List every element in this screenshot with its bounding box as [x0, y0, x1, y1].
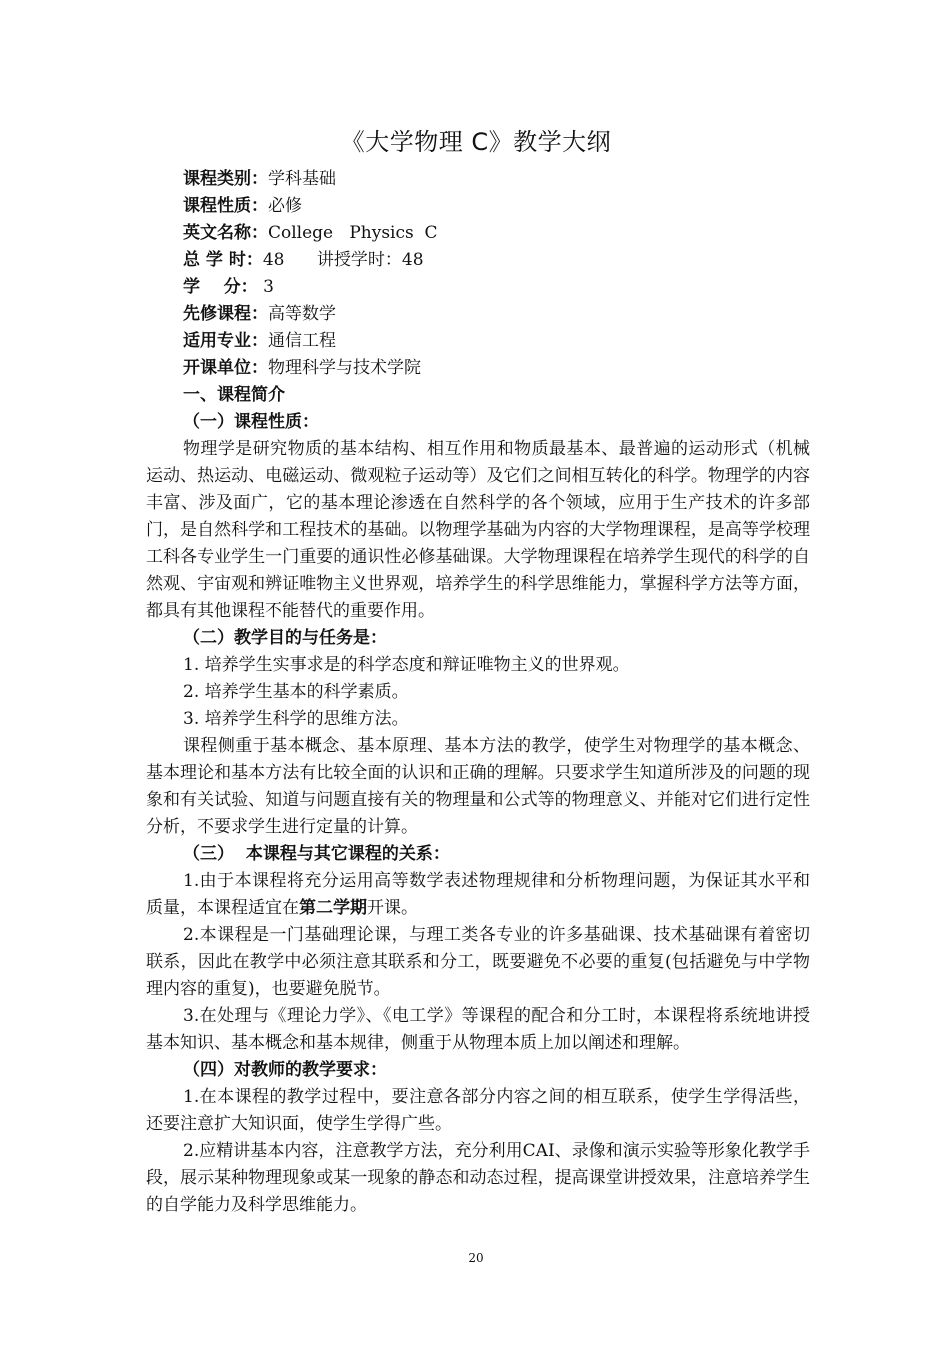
text-run: 1.由于本课程将充分运用高等数学表述物理规律和分析物理问题，为保证其水平和质量，本课程适宜在: [146, 871, 810, 918]
meta-row-department: [183, 355, 438, 382]
paragraph-relations-1: [146, 868, 810, 922]
paragraph-teacher-2: 2.应精讲基本内容，注意教学方法，充分利用CAI、录像和演示实验等形象化教学手段，展示某种物理现象或某一现象的静态和动态过程，提高课堂讲授效果，注意培养学生的自学能力及科学思维能力。: [146, 1141, 810, 1215]
text-run: 开课。: [367, 898, 418, 918]
course-meta: [183, 166, 438, 382]
meta-value: 通信工程: [268, 331, 336, 351]
meta-row-nature: [183, 193, 438, 220]
meta-key: 先修课程：: [183, 304, 268, 324]
paragraph-relations-3: 3.在处理与《理论力学》、《电工学》等课程的配合和分工时，本课程将系统地讲授基本知识、基本概念和基本规律，侧重于从物理本质上加以阐述和理解。: [146, 1006, 810, 1053]
meta-value: 物理科学与技术学院: [268, 358, 421, 378]
list-item: 2. 培养学生基本的科学素质。: [183, 682, 409, 702]
meta-key: 英文名称：: [183, 223, 268, 243]
meta-value: College Physics C: [268, 223, 438, 243]
page-number: 20: [468, 1251, 484, 1265]
subsection-heading-teacher-requirements: （四）对教师的教学要求：: [183, 1060, 387, 1080]
meta-row-prerequisite: [183, 301, 438, 328]
meta-key: 开课单位：: [183, 358, 268, 378]
meta-key: 课程性质：: [183, 196, 268, 216]
paragraph-teacher-1: 1.在本课程的教学过程中，要注意各部分内容之间的相互联系，使学生学得活些，还要注意扩大知识面，使学生学得广些。: [146, 1087, 810, 1134]
meta-key: 适用专业：: [183, 331, 268, 351]
meta-row-hours: [183, 247, 438, 274]
list-item: 3. 培养学生科学的思维方法。: [183, 709, 409, 729]
meta-key: 总 学 时：: [183, 250, 263, 270]
emphasis-term: 第二学期: [299, 898, 367, 918]
meta-row-credits: [183, 274, 438, 301]
meta-value: 48 讲授学时：48: [262, 250, 424, 270]
list-item: 1. 培养学生实事求是的科学态度和辩证唯物主义的世界观。: [183, 655, 630, 675]
meta-value: 必修: [268, 196, 302, 216]
paragraph-relations-2: 2.本课程是一门基础理论课，与理工类各专业的许多基础课、技术基础课有着密切联系，因此在教学中必须注意其联系和分工，既要避免不必要的重复(包括避免与中学物理内容的重复)，也要避免脱节。: [146, 925, 810, 999]
meta-value: 高等数学: [268, 304, 336, 324]
meta-row-major: [183, 328, 438, 355]
meta-row-english-name: [183, 220, 438, 247]
subsection-heading-nature: （一）课程性质：: [183, 412, 319, 432]
meta-value: 学科基础: [268, 169, 336, 189]
meta-row-category: [183, 166, 438, 193]
meta-key: 学 分：: [183, 277, 258, 297]
meta-key: 课程类别：: [183, 169, 268, 189]
section-heading-intro: 一、课程简介: [183, 385, 285, 405]
meta-value: 3: [257, 277, 274, 297]
paragraph-nature: 物理学是研究物质的基本结构、相互作用和物质最基本、最普遍的运动形式（机械运动、热运动、电磁运动、微观粒子运动等）及它们之间相互转化的科学。物理学的内容丰富、涉及面广，它的基本理论渗透在自然科学的各个领域，应用于生产技术的许多部门，是自然科学和工程技术的基础。以物理学基础为内容的大学物理课程，是高等学校理工科各专业学生一门重要的通识性必修基础课。大学物理课程在培养学生现代的科学的自然观、宇宙观和辨证唯物主义世界观，培养学生的科学思维能力，掌握科学方法等方面，都具有其他课程不能替代的重要作用。: [146, 439, 810, 621]
document-body: [146, 382, 810, 1219]
subsection-heading-goals: （二）教学目的与任务是：: [183, 628, 387, 648]
subsection-heading-relations: （三） 本课程与其它课程的关系：: [183, 844, 450, 864]
page-title: 《大学物理 C》教学大纲: [340, 128, 612, 156]
paragraph-goals: 课程侧重于基本概念、基本原理、基本方法的教学，使学生对物理学的基本概念、基本理论和基本方法有比较全面的认识和正确的理解。只要求学生知道所涉及的问题的现象和有关试验、知道与问题直接有关的物理量和公式等的物理意义、并能对它们进行定性分析，不要求学生进行定量的计算。: [146, 736, 810, 837]
